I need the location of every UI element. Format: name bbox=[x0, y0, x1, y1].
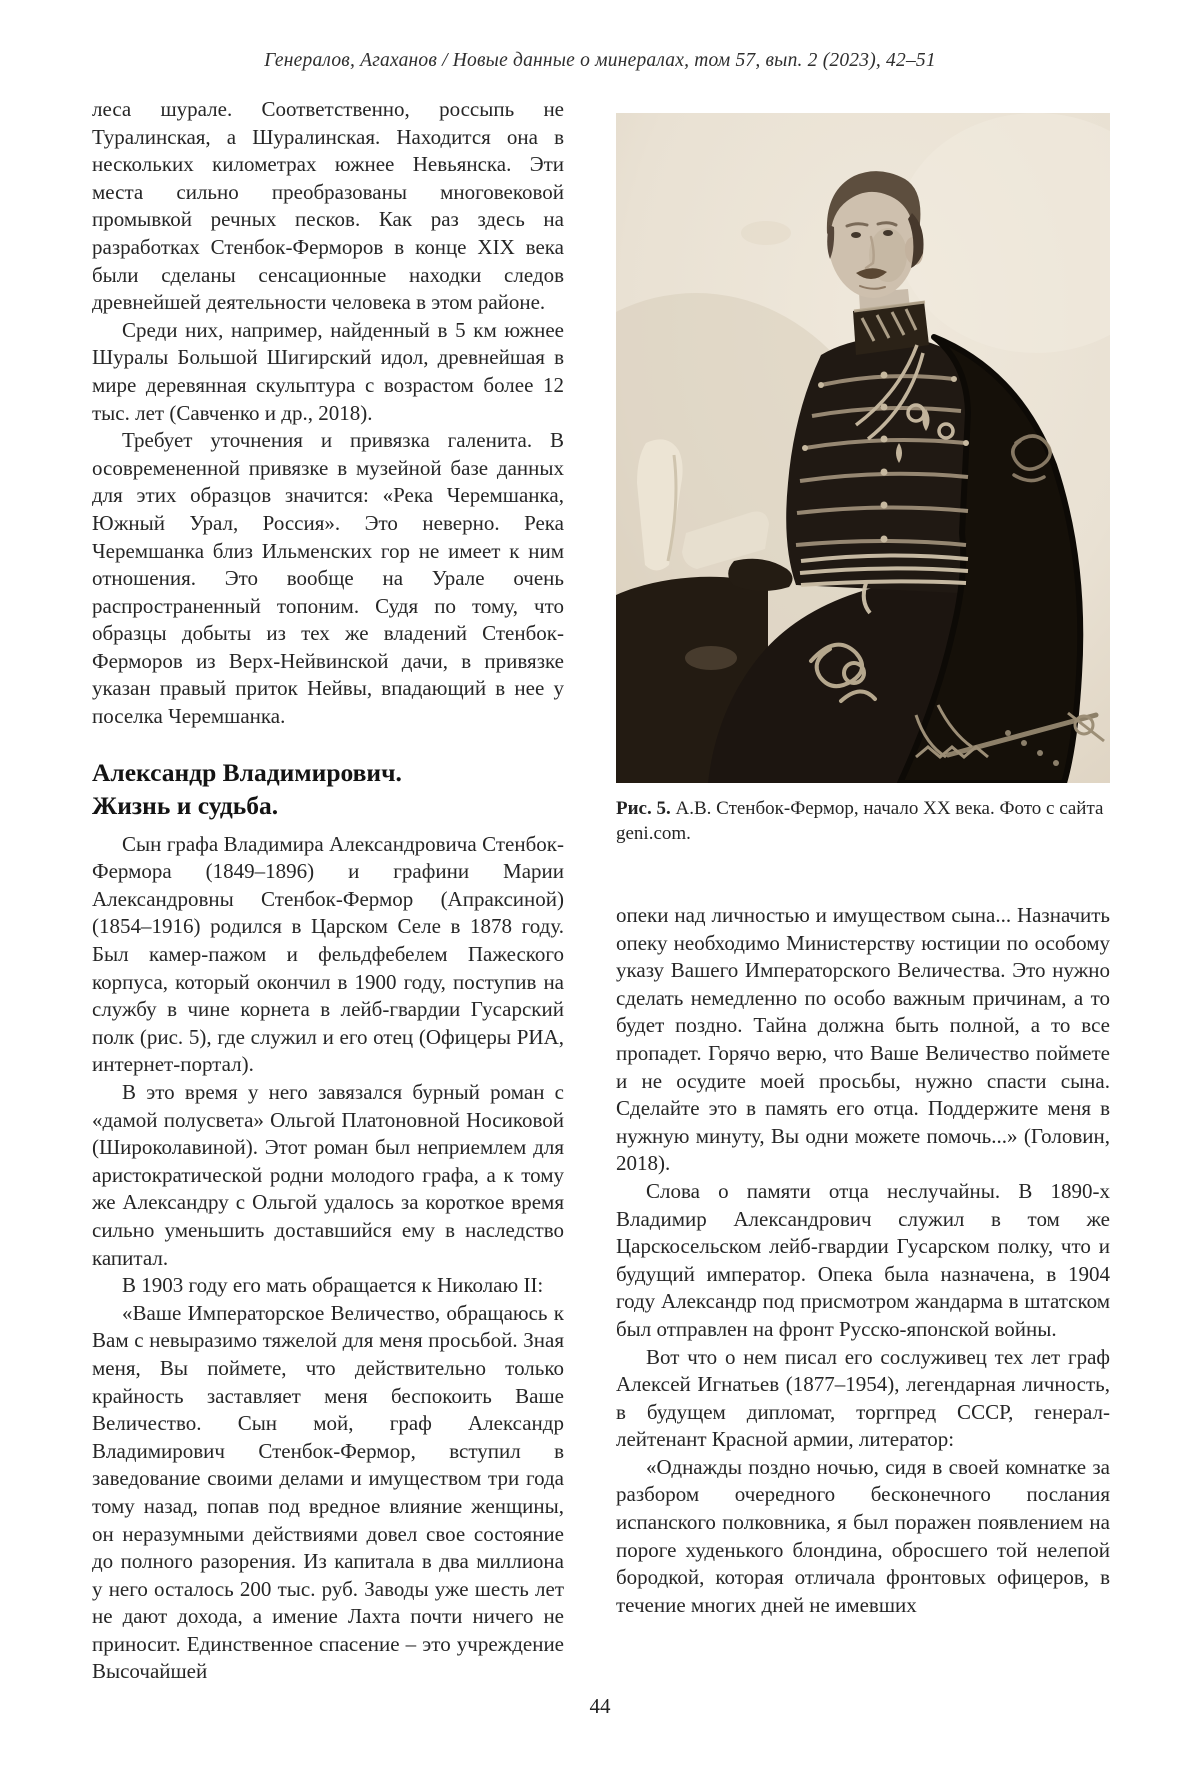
portrait-photo bbox=[616, 113, 1110, 783]
paragraph: Среди них, например, найденный в 5 км южнее Шуралы Большой Шигирский идол, древнейшая в мире деревянная скульптура с возрастом более 12 тыс. лет (Савченко и др., 2018). bbox=[92, 317, 564, 425]
paragraph: «Однажды поздно ночью, сидя в своей комнатке за разбором очередного бесконечного послания испанского полковника, я был поражен появлением на пороге худенького блондина, обросшего той нелепой бородкой, которая отличала фронтовых офицеров, в течение многих дней не имевших bbox=[616, 1454, 1110, 1617]
running-header: Генералов, Агаханов / Новые данные о минералах, том 57, вып. 2 (2023), 42–51 bbox=[264, 50, 936, 71]
left-column bbox=[92, 96, 564, 1686]
figure-5 bbox=[616, 113, 1110, 846]
figure-label: Рис. 5. bbox=[616, 798, 671, 819]
paragraph: В это время у него завязался бурный роман с «дамой полусвета» Ольгой Платоновной Носиковой (Широколавиной). Этот роман был неприемлем для аристократической родни молодого графа, а к тому же Александру с Ольгой удалось за короткое время сильно уменьшить доставшийся ему в наследство капитал. bbox=[92, 1080, 564, 1270]
section-heading bbox=[92, 756, 564, 822]
right-column-body bbox=[616, 902, 1110, 1619]
paragraph: «Ваше Императорское Величество, обращаюсь к Вам с невыразимо тяжелой для меня просьбой. Зная меня, Вы поймете, что действительно только крайность заставляет меня беспокоить Ваше Величество. Сын мой, граф Александр Владимирович Стенбок-Фермор, вступил в заведование своими делами и имуществом три года тому назад, попав под вредное влияние женщины, он неразумными действиями довел свое состояние до полного разорения. Из капитала в два миллиона у него осталось 200 тыс. руб. Заводы уже шесть лет не дают дохода, а имение Лахта почти ничего не приносит. Единственное спасение – это учреждение Высочайшей bbox=[92, 1300, 564, 1684]
paragraph: опеки над личностью и имуществом сына... Назначить опеку необходимо Министерству юстиции по особому указу Вашего Императорского Величества. Это нужно сделать немедленно по особо важным причинам, а то будет поздно. Тайна должна быть полной, а то все пропадет. Горячо верю, что Ваше Величество поймете и не осудите моей просьбы, нужно спасти сына. Сделайте это в память его отца. Поддержите меня в нужную минуту, Вы одни можете помочь...» (Головин, 2018). bbox=[616, 903, 1110, 1176]
page-number: 44 bbox=[589, 1694, 611, 1718]
paragraph: Вот что о нем писал его сослуживец тех лет граф Алексей Игнатьев (1877–1954), легендарная личность, в будущем дипломат, торгпред СССР, генерал-лейтенант Красной армии, литератор: bbox=[616, 1344, 1110, 1452]
paragraph: Сын графа Владимира Александровича Стенбок-Фермора (1849–1896) и графини Марии Александровны Стенбок-Фермор (Апраксиной) (1854–1916) родился в Царском Селе в 1878 году. Был камер-пажом и фельдфебелем Пажеского корпуса, который окончил в 1900 году, поступив на службу в чине корнета в лейб-гвардии Гусарский полк (рис. 5), где служил и его отец (Офицеры РИА, интернет-портал). bbox=[92, 831, 564, 1077]
paragraph: Слова о памяти отца неслучайны. В 1890-х Владимир Александрович служил в том же Царскосельском лейб-гвардии Гусарском полку, что и будущий император. Опека была назначена, в 1904 году Александр под присмотром жандарма в штатском был отправлен на фронт Русско-японской войны. bbox=[616, 1178, 1110, 1341]
paragraph: леса шурале. Соответственно, россыпь не Туралинская, а Шуралинская. Находится она в нескольких километрах южнее Невьянска. Эти места сильно преобразованы многовековой промывкой речных песков. Как раз здесь на разработках Стенбок-Ферморов в конце XIX века были сделаны сенсационные находки следов древнейшей деятельности человека в этом районе. bbox=[92, 97, 564, 315]
figure-caption-text: А.В. Стенбок-Фермор, начало XX века. Фото с сайта geni.com. bbox=[616, 798, 1104, 844]
paragraph: В 1903 году его мать обращается к Николаю II: bbox=[122, 1273, 544, 1298]
section-heading-line2: Жизнь и судьба. bbox=[92, 790, 279, 820]
section-heading-line1: Александр Владимирович. bbox=[92, 757, 402, 787]
paragraph: Требует уточнения и привязка галенита. В осовремененной привязке в музейной базе данных для этих образцов значится: «Река Черемшанка, Южный Урал, Россия». Это неверно. Река Черемшанка близ Ильменских гор не имеет к ним отношения. Это вообще на Урале очень распространенный топоним. Судя по тому, что образцы добыты из тех же владений Стенбок-Ферморов из Верх-Нейвинской дачи, в привязке указан правый приток Нейвы, впадающий в нее у поселка Черемшанка. bbox=[92, 428, 564, 729]
figure-caption bbox=[616, 796, 1110, 846]
right-column bbox=[616, 113, 1110, 1619]
